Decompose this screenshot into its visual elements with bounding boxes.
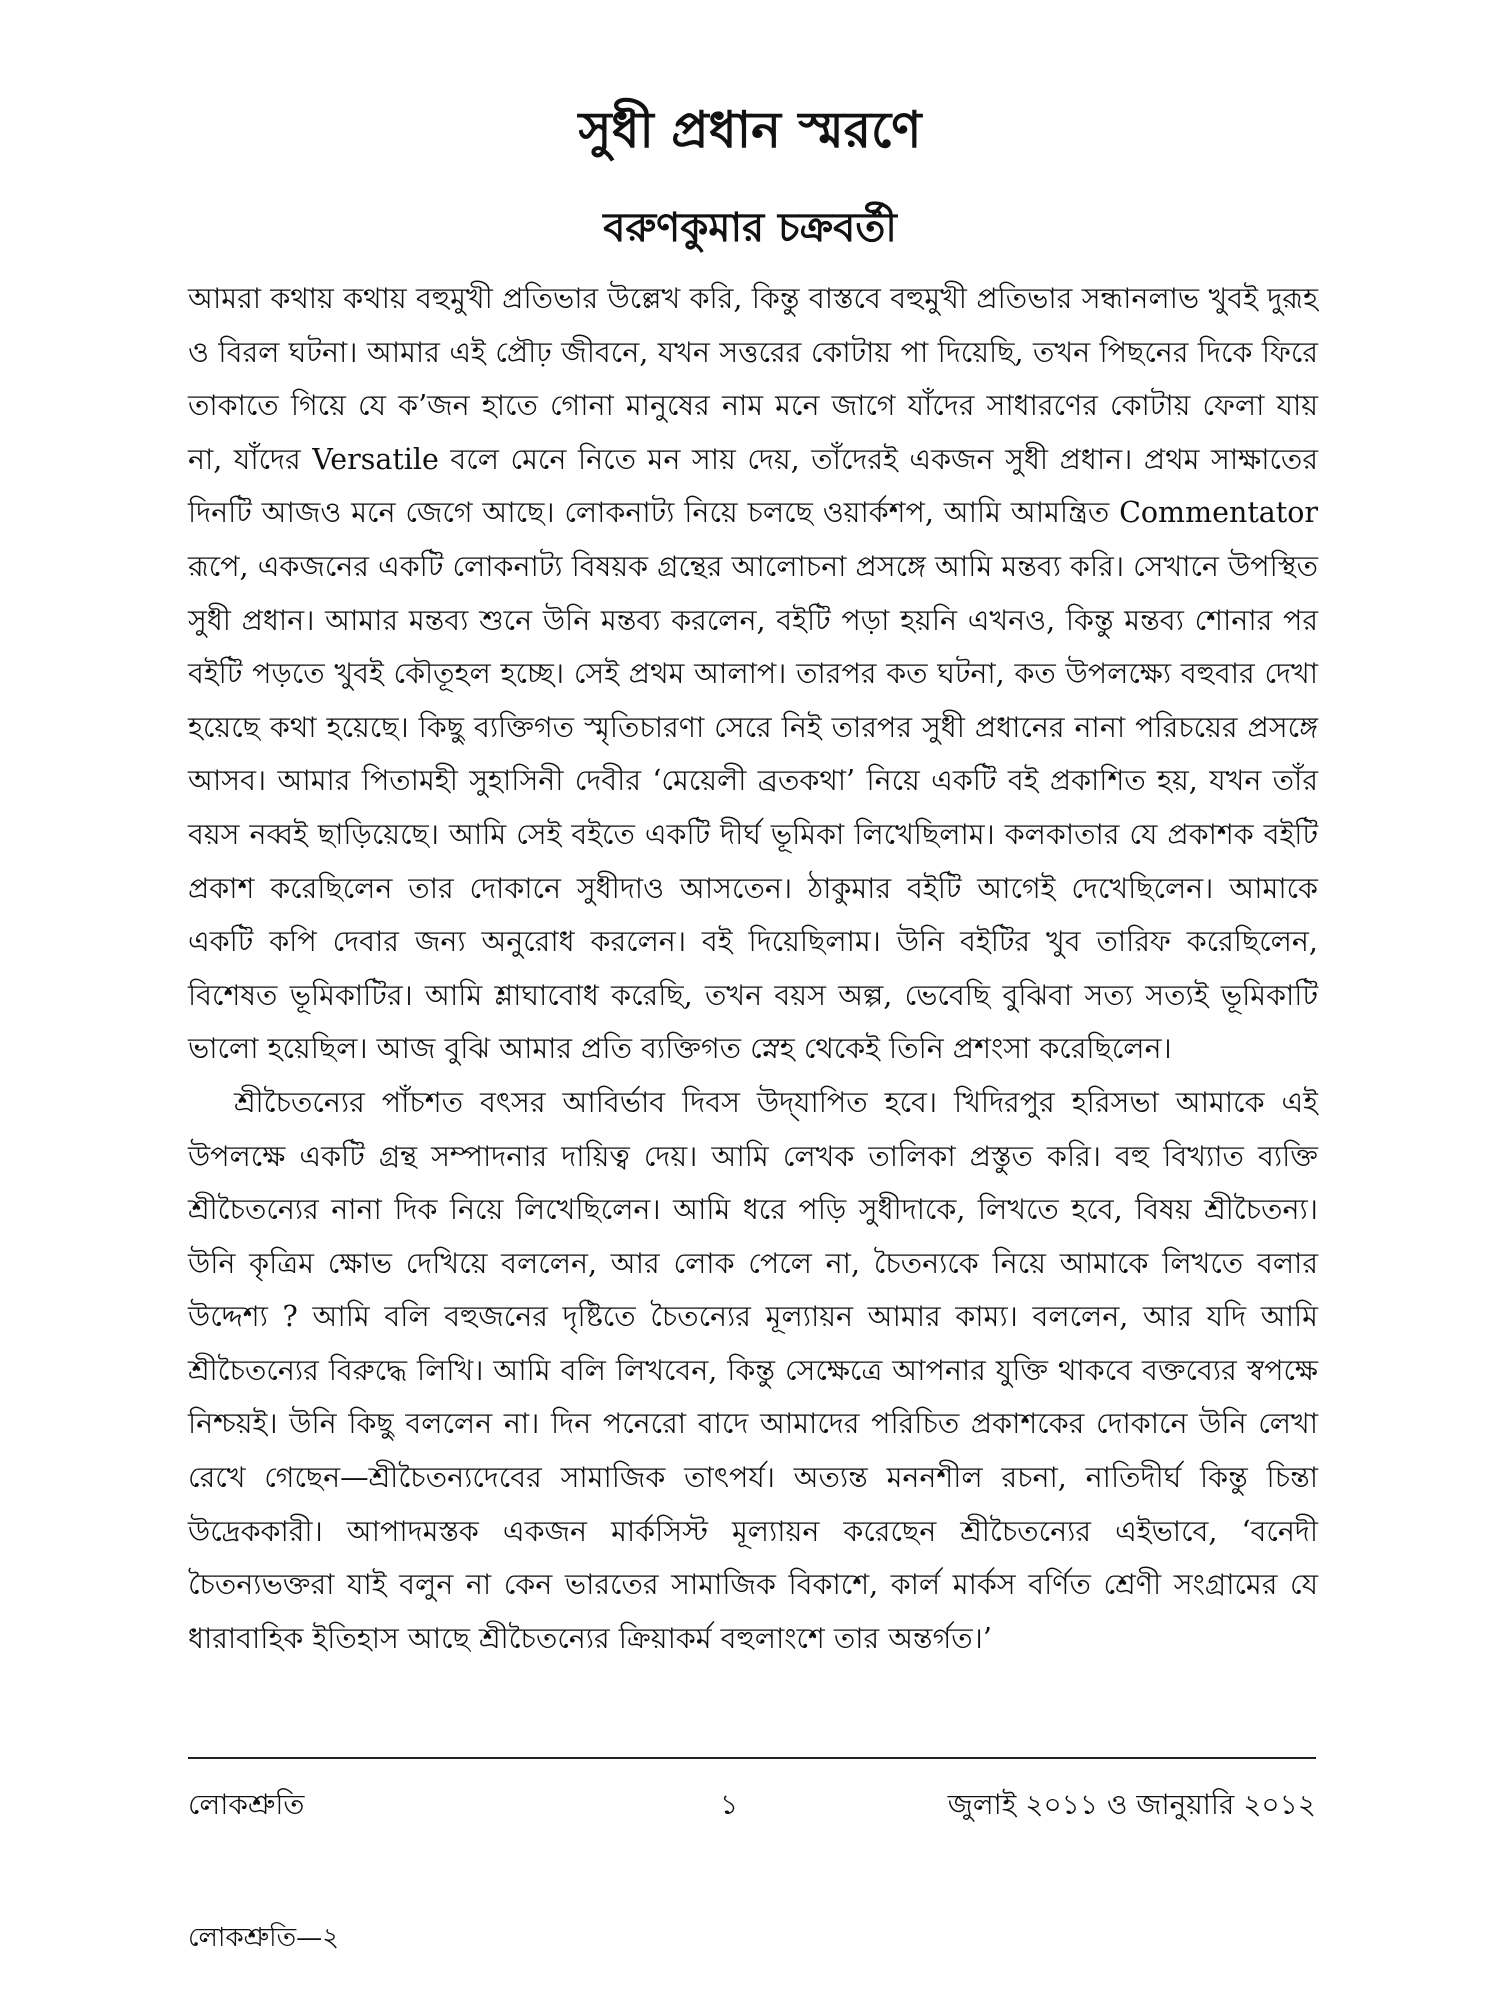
- page-footer: [188, 1780, 1316, 1830]
- article-author: বরুণকুমার চক্রবর্তী: [603, 204, 897, 251]
- journal-name: লোকশ্রুতি: [188, 1788, 305, 1821]
- paragraph: শ্রীচৈতন্যের পাঁচশত বৎসর আবির্ভাব দিবস উদ্‌যাপিত হবে। খিদিরপুর হরিসভা আমাকে এই উপলক্ষে একটি গ্রন্থ সম্পাদনার দায়িত্ব দেয়। আমি লেখক তালিকা প্রস্তুত করি। বহু বিখ্যাত ব্যক্তি শ্রীচৈতন্যের নানা দিক নিয়ে লিখেছিলেন। আমি ধরে পড়ি সুধীদাকে, লিখতে হবে, বিষয় শ্রীচৈতন্য। উনি কৃত্রিম ক্ষোভ দেখিয়ে বললেন, আর লোক পেলে না, চৈতন্যকে নিয়ে আমাকে লিখতে বলার উদ্দেশ্য ? আমি বলি বহুজনের দৃষ্টিতে চৈতন্যের মূল্যায়ন আমার কাম্য। বললেন, আর যদি আমি শ্রীচৈতন্যের বিরুদ্ধে লিখি। আমি বলি লিখবেন, কিন্তু সেক্ষেত্রে আপনার যুক্তি থাকবে বক্তব্যের স্বপক্ষে নিশ্চয়ই। উনি কিছু বললেন না। দিন পনেরো বাদে আমাদের পরিচিত প্রকাশকের দোকানে উনি লেখা রেখে গেছেন—শ্রীচৈতন্যদেবের সামাজিক তাৎপর্য। অত্যন্ত মননশীল রচনা, নাতিদীর্ঘ কিন্তু চিন্তা উদ্রেককারী। আপাদমস্তক একজন মার্কসিস্ট মূল্যায়ন করেছেন শ্রীচৈতন্যের এইভাবে, ‘বনেদী চৈতন্যভক্তরা যাই বলুন না কেন ভারতের সামাজিক বিকাশে, কার্ল মার্কস বর্ণিত শ্রেণী সংগ্রামের যে ধারাবাহিক ইতিহাস আছে শ্রীচৈতন্যের ক্রিয়াকর্ম বহুলাংশে তার অন্তর্গত।’: [188, 1085, 1318, 1655]
- article-body: [188, 272, 1318, 1665]
- issue-date: জুলাই ২০১১ ও জানুয়ারি ২০১২: [947, 1788, 1316, 1821]
- printer-signature-mark: লোকশ্রুতি—২: [188, 1923, 340, 1953]
- article-title: সুধী প্রধান স্মরণে: [578, 100, 922, 159]
- footer-divider: [188, 1757, 1316, 1759]
- paragraph: আমরা কথায় কথায় বহুমুখী প্রতিভার উল্লেখ করি, কিন্তু বাস্তবে বহুমুখী প্রতিভার সন্ধানলাভ খুবই দুরূহ ও বিরল ঘটনা। আমার এই প্রৌঢ় জীবনে, যখন সত্তরের কোটায় পা দিয়েছি, তখন পিছনের দিকে ফিরে তাকাতে গিয়ে যে ক’জন হাতে গোনা মানুষের নাম মনে জাগে যাঁদের সাধারণের কোটায় ফেলা যায় না, যাঁদের Versatile বলে মেনে নিতে মন সায় দেয়, তাঁদেরই একজন সুধী প্রধান। প্রথম সাক্ষাতের দিনটি আজও মনে জেগে আছে। লোকনাট্য নিয়ে চলছে ওয়ার্কশপ, আমি আমন্ত্রিত Commentator রূপে, একজনের একটি লোকনাট্য বিষয়ক গ্রন্থের আলোচনা প্রসঙ্গে আমি মন্তব্য করি। সেখানে উপস্থিত সুধী প্রধান। আমার মন্তব্য শুনে উনি মন্তব্য করলেন, বইটি পড়া হয়নি এখনও, কিন্তু মন্তব্য শোনার পর বইটি পড়তে খুবই কৌতূহল হচ্ছে। সেই প্রথম আলাপ। তারপর কত ঘটনা, কত উপলক্ষ্যে বহুবার দেখা হয়েছে কথা হয়েছে। কিছু ব্যক্তিগত স্মৃতিচারণা সেরে নিই তারপর সুধী প্রধানের নানা পরিচয়ের প্রসঙ্গে আসব। আমার পিতামহী সুহাসিনী দেবীর ‘মেয়েলী ব্রতকথা’ নিয়ে একটি বই প্রকাশিত হয়, যখন তাঁর বয়স নব্বই ছাড়িয়েছে। আমি সেই বইতে একটি দীর্ঘ ভূমিকা লিখেছিলাম। কলকাতার যে প্রকাশক বইটি প্রকাশ করেছিলেন তার দোকানে সুধীদাও আসতেন। ঠাকুমার বইটি আগেই দেখেছিলেন। আমাকে একটি কপি দেবার জন্য অনুরোধ করলেন। বই দিয়েছিলাম। উনি বইটির খুব তারিফ করেছিলেন, বিশেষত ভূমিকাটির। আমি শ্লাঘাবোধ করেছি, তখন বয়স অল্প, ভেবেছি বুঝিবা সত্য সত্যই ভূমিকাটি ভালো হয়েছিল। আজ বুঝি আমার প্রতি ব্যক্তিগত স্নেহ থেকেই তিনি প্রশংসা করেছিলেন।: [188, 282, 1318, 1066]
- page-number: ১: [720, 1788, 739, 1821]
